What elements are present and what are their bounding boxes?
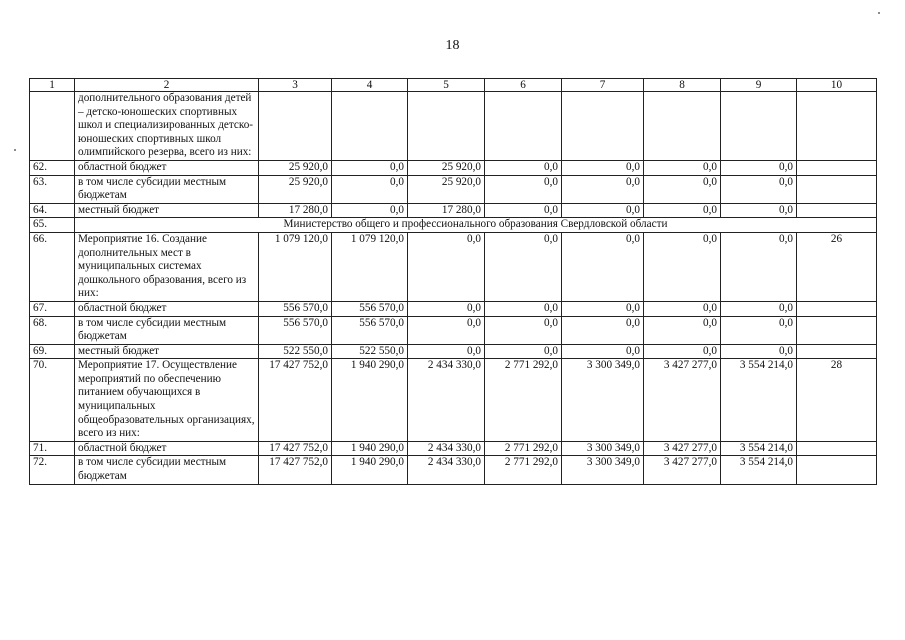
amount-cell [721,92,797,161]
amount-cell: 556 570,0 [332,301,408,316]
amount-cell: 0,0 [721,301,797,316]
amount-cell [332,92,408,161]
amount-cell: 0,0 [485,344,562,359]
amount-cell: 0,0 [562,232,644,301]
description-cell: в том числе субсидии местным бюджетам [75,456,259,484]
description-cell: Мероприятие 16. Создание дополнительных мест в муниципальных системах дошкольного образования, всего из них: [75,232,259,301]
amount-cell: 1 079 120,0 [259,232,332,301]
amount-cell: 0,0 [485,203,562,218]
amount-cell: 0,0 [408,232,485,301]
description-cell: в том числе субсидии местным бюджетам [75,316,259,344]
target-indicator-cell [797,203,877,218]
row-number-cell [30,92,75,161]
row-number-cell: 68. [30,316,75,344]
amount-cell: 25 920,0 [408,175,485,203]
description-cell: местный бюджет [75,344,259,359]
row-number-cell: 67. [30,301,75,316]
amount-cell: 0,0 [332,160,408,175]
row-number-cell: 66. [30,232,75,301]
amount-cell: 0,0 [332,203,408,218]
description-cell: областной бюджет [75,441,259,456]
amount-cell: 3 554 214,0 [721,441,797,456]
amount-cell: 0,0 [485,160,562,175]
table-row [30,175,877,203]
table-row [30,92,877,161]
amount-cell: 0,0 [644,175,721,203]
amount-cell: 0,0 [562,175,644,203]
table-row [30,232,877,301]
amount-cell: 556 570,0 [332,316,408,344]
header-cell: 3 [259,79,332,92]
amount-cell: 0,0 [721,175,797,203]
amount-cell: 0,0 [721,160,797,175]
row-number-cell: 72. [30,456,75,484]
row-number-cell: 64. [30,203,75,218]
amount-cell: 1 940 290,0 [332,359,408,442]
row-number-cell: 62. [30,160,75,175]
target-indicator-cell [797,160,877,175]
row-number-cell: 70. [30,359,75,442]
header-cell: 7 [562,79,644,92]
amount-cell: 522 550,0 [259,344,332,359]
amount-cell: 0,0 [485,175,562,203]
amount-cell: 3 427 277,0 [644,456,721,484]
amount-cell: 0,0 [562,301,644,316]
amount-cell: 3 427 277,0 [644,359,721,442]
column-number-header-row [30,79,877,92]
amount-cell: 0,0 [644,203,721,218]
amount-cell: 0,0 [562,344,644,359]
target-indicator-cell [797,92,877,161]
amount-cell: 0,0 [485,301,562,316]
target-indicator-cell [797,456,877,484]
amount-cell: 17 427 752,0 [259,359,332,442]
amount-cell: 556 570,0 [259,316,332,344]
amount-cell: 1 079 120,0 [332,232,408,301]
amount-cell: 3 300 349,0 [562,359,644,442]
amount-cell: 3 300 349,0 [562,441,644,456]
amount-cell: 0,0 [562,160,644,175]
amount-cell: 3 300 349,0 [562,456,644,484]
amount-cell: 0,0 [644,316,721,344]
table-row [30,218,877,233]
row-number-cell: 69. [30,344,75,359]
target-indicator-cell [797,301,877,316]
amount-cell: 0,0 [408,301,485,316]
amount-cell: 2 771 292,0 [485,456,562,484]
amount-cell: 3 554 214,0 [721,456,797,484]
target-indicator-cell: 26 [797,232,877,301]
amount-cell: 3 427 277,0 [644,441,721,456]
description-cell: местный бюджет [75,203,259,218]
description-cell: областной бюджет [75,301,259,316]
amount-cell: 17 280,0 [259,203,332,218]
amount-cell: 0,0 [721,316,797,344]
row-number-cell: 71. [30,441,75,456]
amount-cell: 25 920,0 [408,160,485,175]
amount-cell: 2 434 330,0 [408,359,485,442]
header-cell: 8 [644,79,721,92]
table-row [30,456,877,484]
amount-cell: 0,0 [485,232,562,301]
amount-cell: 0,0 [721,232,797,301]
amount-cell: 17 280,0 [408,203,485,218]
description-cell: в том числе субсидии местным бюджетам [75,175,259,203]
amount-cell: 2 434 330,0 [408,456,485,484]
scan-speck [878,12,880,14]
amount-cell: 0,0 [562,203,644,218]
target-indicator-cell [797,441,877,456]
table-row [30,160,877,175]
amount-cell: 0,0 [562,316,644,344]
row-number-cell: 63. [30,175,75,203]
amount-cell: 25 920,0 [259,160,332,175]
amount-cell: 17 427 752,0 [259,456,332,484]
amount-cell: 0,0 [644,232,721,301]
amount-cell: 2 771 292,0 [485,359,562,442]
amount-cell: 25 920,0 [259,175,332,203]
header-cell: 6 [485,79,562,92]
table-row [30,203,877,218]
header-cell: 4 [332,79,408,92]
amount-cell: 0,0 [644,160,721,175]
header-cell: 2 [75,79,259,92]
amount-cell: 0,0 [485,316,562,344]
table-row [30,441,877,456]
target-indicator-cell [797,316,877,344]
agency-heading-cell: Министерство общего и профессионального образования Свердловской области [75,218,877,233]
amount-cell: 0,0 [644,301,721,316]
description-cell: Мероприятие 17. Осуществление мероприятий по обеспечению питанием обучающихся в муниципальных общеобразовательных организациях, всего из них: [75,359,259,442]
table-row [30,344,877,359]
header-cell: 5 [408,79,485,92]
header-cell: 9 [721,79,797,92]
table-row [30,301,877,316]
amount-cell: 17 427 752,0 [259,441,332,456]
description-cell: областной бюджет [75,160,259,175]
amount-cell: 0,0 [721,203,797,218]
amount-cell: 3 554 214,0 [721,359,797,442]
amount-cell: 0,0 [332,175,408,203]
table-row [30,359,877,442]
target-indicator-cell [797,175,877,203]
amount-cell: 0,0 [721,344,797,359]
page-number: 18 [445,38,460,53]
header-cell: 10 [797,79,877,92]
target-indicator-cell [797,344,877,359]
table-row [30,316,877,344]
amount-cell: 1 940 290,0 [332,441,408,456]
budget-table [29,78,877,485]
amount-cell: 0,0 [408,316,485,344]
amount-cell [259,92,332,161]
header-cell: 1 [30,79,75,92]
amount-cell: 522 550,0 [332,344,408,359]
amount-cell: 0,0 [644,344,721,359]
amount-cell: 1 940 290,0 [332,456,408,484]
amount-cell [644,92,721,161]
amount-cell [562,92,644,161]
amount-cell: 556 570,0 [259,301,332,316]
amount-cell [485,92,562,161]
description-cell: дополнительного образования детей – детско-юношеских спортивных школ и специализированных детско-юношеских спортивных школ олимпийского резерва, всего из них: [75,92,259,161]
amount-cell: 2 434 330,0 [408,441,485,456]
amount-cell: 2 771 292,0 [485,441,562,456]
amount-cell: 0,0 [408,344,485,359]
amount-cell [408,92,485,161]
scan-speck [14,149,16,151]
row-number-cell: 65. [30,218,75,233]
target-indicator-cell: 28 [797,359,877,442]
